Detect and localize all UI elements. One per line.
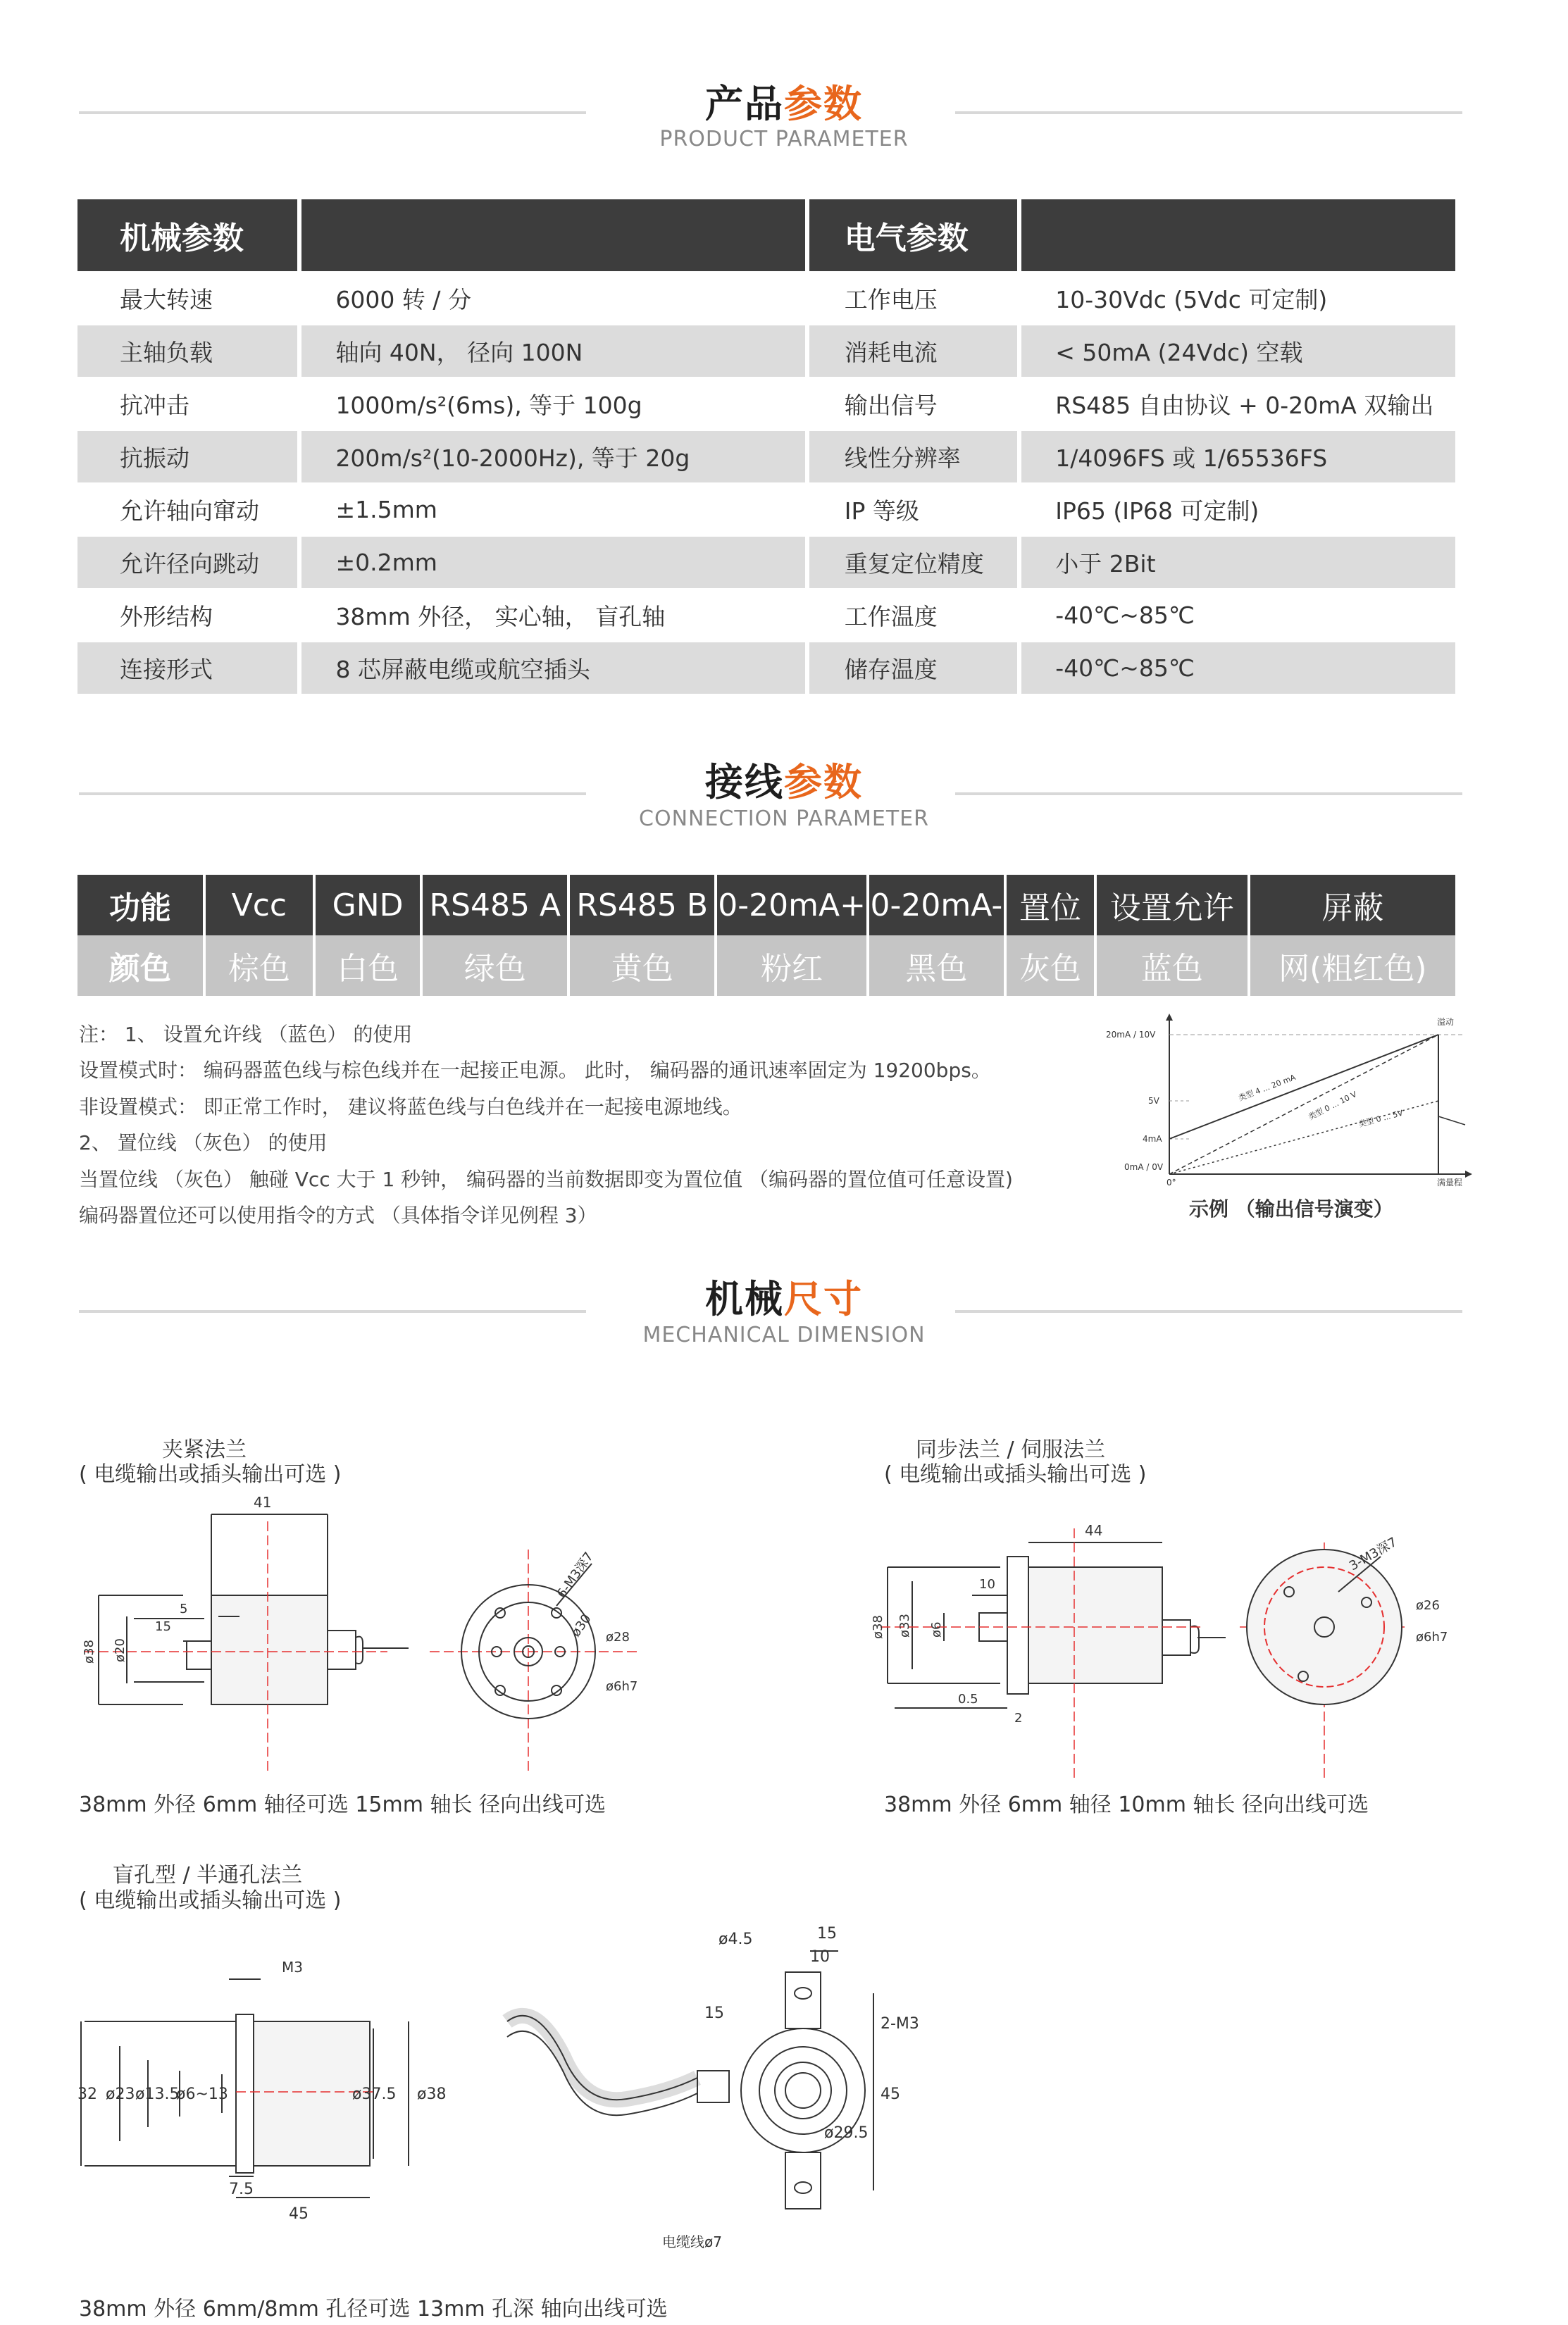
product-section-subtitle: PRODUCT PARAMETER [659,127,909,151]
r-value-cell: RS485 自由协议 + 0-20mA 双输出 [1019,378,1457,430]
svg-text:10: 10 [810,1948,830,1966]
parameter-row [77,325,1457,378]
mechanical-header: 机械参数 [77,199,299,272]
mechanical-section-subtitle: MECHANICAL DIMENSION [642,1323,926,1347]
svg-text:6-M3深7: 6-M3深7 [554,1549,597,1601]
svg-text:15: 15 [817,1925,837,1943]
chart-y-label-4ma: 4mA [1143,1134,1162,1144]
svg-text:15: 15 [704,2005,724,2022]
function-cell: GND [314,875,421,935]
product-section-title: 产品参数 [705,82,863,126]
function-cell: RS485 A [421,875,568,935]
line-0-10v [1169,1035,1438,1174]
l-label-cell: 允许径向跳动 [77,536,299,589]
svg-text:电缆线ø7: 电缆线ø7 [662,2233,722,2250]
sync-flange-drawing [873,1514,1507,1796]
l-label-cell: 主轴负载 [77,325,299,378]
function-cell: Vcc [204,875,314,935]
svg-text:ø28: ø28 [606,1630,630,1645]
svg-text:ø33: ø33 [897,1614,912,1638]
parameter-row [77,483,1457,536]
svg-text:ø6: ø6 [929,1621,944,1638]
note-line: 2、 置位线 （灰色） 的使用 [79,1131,328,1154]
svg-text:7.5: 7.5 [229,2181,254,2198]
svg-text:32: 32 [77,2086,97,2103]
chart-x-origin: 0° [1166,1178,1176,1188]
output-signal-chart [1099,1011,1479,1187]
mechanical-section-title: 机械尺寸 [705,1277,863,1321]
line-4-20ma [1169,1035,1438,1139]
l-value-cell: 38mm 外径， 实心轴， 盲孔轴 [299,589,807,642]
r-label-cell: 储存温度 [807,642,1020,694]
blind-flange-title: 盲孔型 / 半通孔法兰 [113,1863,303,1888]
svg-text:44: 44 [1085,1522,1103,1539]
parameter-row [77,589,1457,642]
r-value-cell: -40℃~85℃ [1019,642,1457,694]
clamp-flange-subtitle: ( 电缆输出或插头输出可选 ) [79,1462,342,1487]
note-line: 设置模式时： 编码器蓝色线与棕色线并在一起接正电源。 此时， 编码器的通讯速率固定为 19200bps。 [79,1059,991,1082]
color-cell: 蓝色 [1095,935,1249,996]
color-cell: 粉红 [716,935,868,996]
l-label-cell: 抗冲击 [77,378,299,430]
connection-table [77,875,1458,996]
chart-top-right: 溢动 [1437,1017,1455,1027]
note-line: 当置位线 （灰色） 触碰 Vcc 大于 1 秒钟， 编码器的当前数据即变为置位值 （编码器的置位值可任意设置) [79,1168,1013,1191]
sync-flange-title: 同步法兰 / 伺服法兰 [916,1438,1106,1462]
function-cell: 屏蔽 [1249,875,1457,935]
svg-text:2-M3: 2-M3 [881,2015,919,2033]
function-cell: 0-20mA- [868,875,1005,935]
svg-text:ø29.5: ø29.5 [824,2124,869,2142]
line-label-4-20ma: 类型 4 ... 20 mA [1237,1072,1298,1103]
parameter-row [77,536,1457,589]
chart-caption: 示例 （输出信号演变） [1189,1197,1393,1221]
clamp-flange-title: 夹紧法兰 [162,1438,247,1462]
l-label-cell: 最大转速 [77,272,299,325]
svg-text:ø37.5: ø37.5 [352,2086,397,2103]
svg-text:ø13.5: ø13.5 [135,2086,180,2103]
svg-text:3-M3深7: 3-M3深7 [1347,1534,1400,1574]
parameter-row [77,642,1457,694]
svg-text:45: 45 [289,2205,309,2223]
svg-text:ø38: ø38 [871,1615,885,1639]
svg-text:10: 10 [979,1577,995,1592]
svg-text:ø6h7: ø6h7 [1416,1630,1448,1645]
r-value-cell: -40℃~85℃ [1019,589,1457,642]
r-label-cell: 消耗电流 [807,325,1020,378]
svg-text:41: 41 [254,1494,272,1511]
svg-text:ø4.5: ø4.5 [718,1931,753,1948]
r-label-cell: IP 等级 [807,483,1020,536]
sync-flange-caption: 38mm 外径 6mm 轴径 10mm 轴长 径向出线可选 [884,1793,1369,1817]
svg-text:ø6h7: ø6h7 [606,1679,638,1694]
color-cell: 绿色 [421,935,568,996]
color-cell: 黑色 [868,935,1005,996]
r-value-cell: 10-30Vdc (5Vdc 可定制) [1019,272,1457,325]
note-line: 非设置模式： 即正常工作时， 建议将蓝色线与白色线并在一起接电源地线。 [79,1095,742,1118]
color-header: 颜色 [77,935,204,996]
svg-text:45: 45 [881,2086,900,2103]
svg-text:ø20: ø20 [113,1638,127,1662]
svg-text:ø26: ø26 [1416,1598,1440,1613]
l-value-cell: 8 芯屏蔽电缆或航空插头 [299,642,807,694]
svg-text:M3: M3 [282,1959,303,1976]
l-value-cell: ±1.5mm [299,483,807,536]
svg-text:ø6~13: ø6~13 [176,2086,228,2103]
parameter-row [77,430,1457,483]
r-label-cell: 重复定位精度 [807,536,1020,589]
l-value-cell: 1000m/s²(6ms), 等于 100g [299,378,807,430]
r-value-cell: IP65 (IP68 可定制) [1019,483,1457,536]
color-cell: 白色 [314,935,421,996]
color-cell: 灰色 [1005,935,1095,996]
clamp-flange-drawing [77,1493,754,1789]
function-cell: RS485 B [568,875,716,935]
chart-y-label-zero: 0mA / 0V [1124,1162,1164,1172]
product-parameter-table [77,199,1460,695]
l-label-cell: 外形结构 [77,589,299,642]
chart-x-end: 满量程 [1437,1178,1463,1188]
l-label-cell: 抗振动 [77,430,299,483]
blind-flange-drawing [77,1923,993,2254]
connection-section-title: 接线参数 [705,760,863,804]
parameter-row [77,378,1457,430]
l-value-cell: 轴向 40N， 径向 100N [299,325,807,378]
svg-text:0.5: 0.5 [958,1692,978,1707]
chart-y-label-top: 20mA / 10V [1106,1030,1156,1040]
r-label-cell: 工作温度 [807,589,1020,642]
r-value-cell: < 50mA (24Vdc) 空载 [1019,325,1457,378]
electrical-header: 电气参数 [807,199,1020,272]
l-value-cell: ±0.2mm [299,536,807,589]
svg-text:ø23: ø23 [106,2086,135,2103]
function-cell: 置位 [1005,875,1095,935]
svg-text:2: 2 [1014,1711,1023,1726]
note-line: 编码器置位还可以使用指令的方式 （具体指令详见例程 3） [79,1204,597,1227]
color-cell: 网(粗红色) [1249,935,1457,996]
note-line: 注： 1、 设置允许线 （蓝色） 的使用 [79,1023,413,1046]
svg-text:ø38: ø38 [82,1640,97,1664]
r-label-cell: 线性分辨率 [807,430,1020,483]
l-value-cell: 200m/s²(10-2000Hz), 等于 20g [299,430,807,483]
function-header: 功能 [77,875,204,935]
line-label-0-5v: 类型 0 ... 5V [1357,1108,1405,1129]
function-cell: 0-20mA+ [716,875,868,935]
function-cell: 设置允许 [1095,875,1249,935]
r-label-cell: 输出信号 [807,378,1020,430]
svg-text:5: 5 [180,1602,188,1616]
clamp-flange-caption: 38mm 外径 6mm 轴径可选 15mm 轴长 径向出线可选 [79,1793,606,1817]
l-label-cell: 连接形式 [77,642,299,694]
svg-text:15: 15 [155,1619,171,1634]
blind-flange-subtitle: ( 电缆输出或插头输出可选 ) [79,1888,342,1913]
r-value-cell: 小于 2Bit [1019,536,1457,589]
chart-y-label-5v: 5V [1148,1096,1159,1106]
line-label-0-10v: 类型 0 ... 10 V [1307,1090,1359,1122]
svg-text:ø30: ø30 [568,1612,595,1640]
r-label-cell: 工作电压 [807,272,1020,325]
r-value-cell: 1/4096FS 或 1/65536FS [1019,430,1457,483]
l-value-cell: 6000 转 / 分 [299,272,807,325]
svg-text:ø38: ø38 [417,2086,447,2103]
blind-flange-caption: 38mm 外径 6mm/8mm 孔径可选 13mm 孔深 轴向出线可选 [79,2297,668,2321]
sync-flange-subtitle: ( 电缆输出或插头输出可选 ) [884,1462,1147,1487]
parameter-row [77,272,1457,325]
color-cell: 棕色 [204,935,314,996]
connection-section-subtitle: CONNECTION PARAMETER [639,806,929,831]
l-label-cell: 允许轴向窜动 [77,483,299,536]
color-cell: 黄色 [568,935,716,996]
